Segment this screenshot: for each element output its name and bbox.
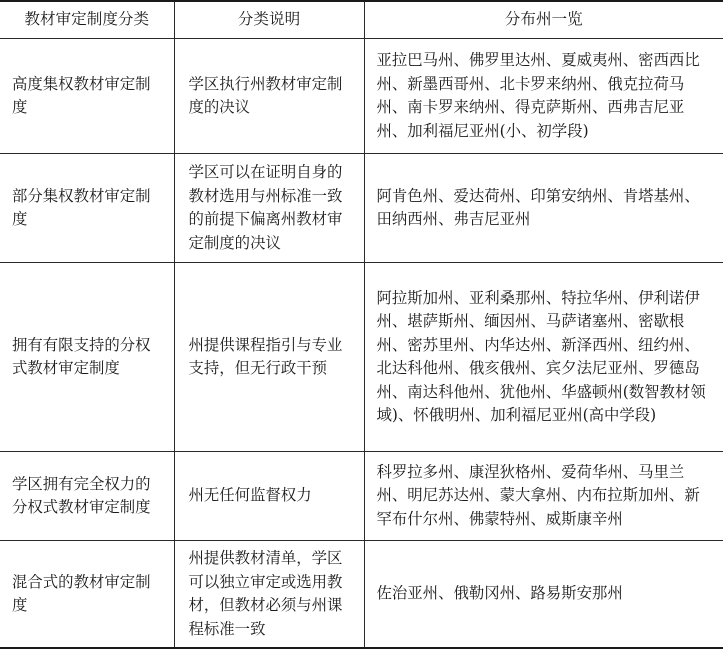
category-cell: 高度集权教材审定制度 bbox=[0, 39, 174, 154]
category-cell: 混合式的教材审定制度 bbox=[0, 541, 174, 649]
description-cell: 州提供课程指引与专业支持，但无行政干预 bbox=[174, 263, 364, 452]
table-row bbox=[0, 541, 723, 649]
table-body bbox=[0, 39, 723, 649]
table-row bbox=[0, 39, 723, 154]
table-header bbox=[0, 1, 723, 39]
table-row bbox=[0, 263, 723, 452]
header-category: 教材审定制度分类 bbox=[0, 1, 174, 39]
states-cell: 亚拉巴马州、佛罗里达州、夏威夷州、密西西比州、新墨西哥州、北卡罗来纳州、俄克拉荷马州、南卡罗来纳州、得克萨斯州、西弗吉尼亚州、加利福尼亚州(小、初学段) bbox=[364, 39, 723, 154]
table-row bbox=[0, 154, 723, 263]
header-description: 分类说明 bbox=[174, 1, 364, 39]
description-cell: 学区执行州教材审定制度的决议 bbox=[174, 39, 364, 154]
states-cell: 阿肯色州、爱达荷州、印第安纳州、肯塔基州、田纳西州、弗吉尼亚州 bbox=[364, 154, 723, 263]
description-cell: 州提供教材清单，学区可以独立审定或选用教材，但教材必须与州课程标准一致 bbox=[174, 541, 364, 649]
category-cell: 部分集权教材审定制度 bbox=[0, 154, 174, 263]
description-cell: 州无任何监督权力 bbox=[174, 452, 364, 541]
header-states: 分布州一览 bbox=[364, 1, 723, 39]
header-row bbox=[0, 1, 723, 39]
table-row bbox=[0, 452, 723, 541]
description-cell: 学区可以在证明自身的教材选用与州标准一致的前提下偏离州教材审定制度的决议 bbox=[174, 154, 364, 263]
category-cell: 拥有有限支持的分权式教材审定制度 bbox=[0, 263, 174, 452]
states-cell: 阿拉斯加州、亚利桑那州、特拉华州、伊利诺伊州、堪萨斯州、缅因州、马萨诸塞州、密歇根州、密苏里州、内华达州、新泽西州、纽约州、北达科他州、俄亥俄州、宾夕法尼亚州、罗德岛州、南达科他州、犹他州、华盛顿州(数智教材领域)、怀俄明州、加利福尼亚州(高中学段) bbox=[364, 263, 723, 452]
states-cell: 佐治亚州、俄勒冈州、路易斯安那州 bbox=[364, 541, 723, 649]
states-cell: 科罗拉多州、康涅狄格州、爱荷华州、马里兰州、明尼苏达州、蒙大拿州、内布拉斯加州、新罕布什尔州、佛蒙特州、威斯康辛州 bbox=[364, 452, 723, 541]
category-cell: 学区拥有完全权力的分权式教材审定制度 bbox=[0, 452, 174, 541]
